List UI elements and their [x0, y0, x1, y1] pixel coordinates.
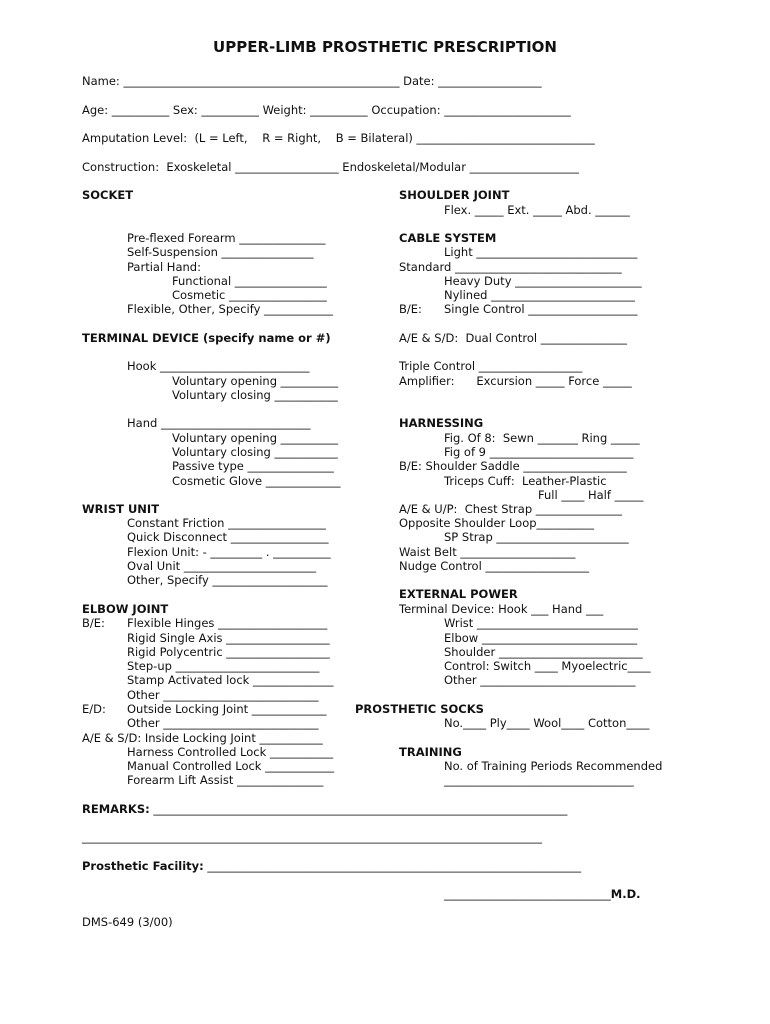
elbow-stamp-activated-lock[interactable]: Stamp Activated lock ______________ — [127, 673, 334, 687]
wrist-other[interactable]: Other, Specify ____________________ — [127, 573, 328, 587]
md-label: M.D. — [610, 887, 641, 901]
wrist-oval-unit[interactable]: Oval Unit _______________________ — [127, 559, 317, 573]
harness-shoulder-saddle[interactable]: B/E: Shoulder Saddle __________________ — [399, 459, 627, 473]
signature-line[interactable]: _____________________________ — [444, 887, 611, 901]
harness-fig-of-8[interactable]: Fig. Of 8: Sewn _______ Ring _____ — [444, 431, 640, 445]
elbow-rigid-polycentric[interactable]: Rigid Polycentric __________________ — [127, 645, 330, 659]
facility-label: Prosthetic Facility: — [82, 859, 204, 873]
socket-heading: SOCKET — [82, 188, 134, 202]
form-id: DMS-649 (3/00) — [82, 915, 173, 929]
elbow-harness-controlled-lock[interactable]: Harness Controlled Lock ___________ — [127, 745, 334, 759]
harnessing-heading: HARNESSING — [399, 416, 484, 430]
remarks-line[interactable]: ________________________________________________________________________ — [149, 802, 568, 816]
wrist-quick-disconnect[interactable]: Quick Disconnect _________________ — [127, 530, 329, 544]
hand-cosmetic-glove[interactable]: Cosmetic Glove _____________ — [172, 474, 341, 488]
hand-voluntary-closing[interactable]: Voluntary closing ___________ — [172, 445, 338, 459]
hand-passive-type[interactable]: Passive type _______________ — [172, 459, 334, 473]
elbow-outside-locking-joint[interactable]: Outside Locking Joint _____________ — [127, 702, 327, 716]
ext-terminal-device[interactable]: Terminal Device: Hook ___ Hand ___ — [399, 602, 604, 616]
cable-dual-control[interactable]: A/E & S/D: Dual Control _______________ — [399, 331, 628, 345]
hand-line[interactable]: Hand __________________________ — [127, 416, 311, 430]
cable-amplifier[interactable]: Amplifier: Excursion _____ Force _____ — [399, 374, 632, 388]
hook-voluntary-closing[interactable]: Voluntary closing ___________ — [172, 388, 338, 402]
socket-self-suspension[interactable]: Self-Suspension ________________ — [127, 245, 314, 259]
hand-voluntary-opening[interactable]: Voluntary opening __________ — [172, 431, 339, 445]
hook-line[interactable]: Hook __________________________ — [127, 359, 310, 373]
harness-sp-strap[interactable]: SP Strap _______________________ — [444, 530, 629, 544]
socks-line[interactable]: No.____ Ply____ Wool____ Cotton____ — [444, 716, 650, 730]
elbow-be-other[interactable]: Other ___________________________ — [127, 688, 319, 702]
remarks-line-2[interactable]: ________________________________________________________________________________ — [82, 830, 542, 844]
socket-cosmetic[interactable]: Cosmetic _________________ — [172, 288, 327, 302]
cable-single-control[interactable]: Single Control ___________________ — [444, 302, 638, 316]
ext-other[interactable]: Other ___________________________ — [444, 673, 636, 687]
elbow-inside-locking-joint[interactable]: A/E & S/D: Inside Locking Joint ___________ — [82, 731, 323, 745]
facility-line[interactable]: _________________________________________________________________ — [203, 859, 582, 873]
harness-triceps-cuff: Triceps Cuff: Leather-Plastic — [444, 474, 607, 488]
cable-system-heading: CABLE SYSTEM — [399, 231, 497, 245]
elbow-step-up[interactable]: Step-up _________________________ — [127, 659, 320, 673]
elbow-ed-other[interactable]: Other ___________________________ — [127, 716, 319, 730]
cable-heavy-duty[interactable]: Heavy Duty ______________________ — [444, 274, 642, 288]
elbow-be-label: B/E: — [82, 616, 105, 630]
ext-elbow[interactable]: Elbow ___________________________ — [444, 631, 638, 645]
socket-partial-hand: Partial Hand: — [127, 260, 201, 274]
socket-functional[interactable]: Functional ________________ — [172, 274, 327, 288]
name-date-line[interactable]: Name: ________________________________________________ Date: __________________ — [82, 74, 542, 88]
harness-fig-of-9[interactable]: Fig of 9 _________________________ — [444, 445, 634, 459]
harness-full-half[interactable]: Full ____ Half _____ — [538, 488, 644, 502]
training-heading: TRAINING — [399, 745, 462, 759]
elbow-manual-controlled-lock[interactable]: Manual Controlled Lock ____________ — [127, 759, 335, 773]
elbow-joint-heading: ELBOW JOINT — [82, 602, 169, 616]
socket-flexible-other[interactable]: Flexible, Other, Specify ____________ — [127, 302, 334, 316]
remarks-label: REMARKS: — [82, 802, 150, 816]
harness-chest-strap[interactable]: A/E & U/P: Chest Strap _______________ — [399, 502, 623, 516]
prosthetic-socks-heading: PROSTHETIC SOCKS — [355, 702, 484, 716]
training-periods-label: No. of Training Periods Recommended — [444, 759, 663, 773]
facility-row[interactable] — [82, 859, 581, 873]
page-title: UPPER-LIMB PROSTHETIC PRESCRIPTION — [213, 38, 557, 56]
cable-be-label: B/E: — [399, 302, 422, 316]
harness-waist-belt[interactable]: Waist Belt ____________________ — [399, 545, 576, 559]
shoulder-joint-heading: SHOULDER JOINT — [399, 188, 510, 202]
age-sex-weight-occupation-line[interactable]: Age: __________ Sex: __________ Weight: __________ Occupation: ______________________ — [82, 103, 571, 117]
ext-wrist[interactable]: Wrist ____________________________ — [444, 616, 638, 630]
amputation-level-line[interactable]: Amputation Level: (L = Left, R = Right, B = Bilateral) _______________________________ — [82, 131, 595, 145]
wrist-constant-friction[interactable]: Constant Friction _________________ — [127, 516, 326, 530]
cable-standard[interactable]: Standard _____________________________ — [399, 260, 622, 274]
elbow-flexible-hinges[interactable]: Flexible Hinges ___________________ — [127, 616, 328, 630]
ext-shoulder[interactable]: Shoulder _________________________ — [444, 645, 643, 659]
remarks-row[interactable] — [82, 802, 567, 816]
socket-preflexed-forearm[interactable]: Pre-flexed Forearm _______________ — [127, 231, 326, 245]
construction-line[interactable]: Construction: Exoskeletal __________________ Endoskeletal/Modular ___________________ — [82, 160, 579, 174]
wrist-unit-heading: WRIST UNIT — [82, 502, 160, 516]
signature-row[interactable] — [444, 887, 640, 901]
harness-opposite-shoulder-loop[interactable]: Opposite Shoulder Loop__________ — [399, 516, 595, 530]
wrist-flexion-unit[interactable]: Flexion Unit: - _________ . __________ — [127, 545, 331, 559]
training-periods-field[interactable]: _________________________________ — [444, 773, 634, 787]
elbow-forearm-lift-assist[interactable]: Forearm Lift Assist _______________ — [127, 773, 324, 787]
cable-triple-control[interactable]: Triple Control __________________ — [399, 359, 583, 373]
harness-nudge-control[interactable]: Nudge Control __________________ — [399, 559, 589, 573]
external-power-heading: EXTERNAL POWER — [399, 587, 518, 601]
elbow-ed-label: E/D: — [82, 702, 106, 716]
ext-control[interactable]: Control: Switch ____ Myoelectric____ — [444, 659, 651, 673]
shoulder-flex-ext-abd[interactable]: Flex. _____ Ext. _____ Abd. ______ — [444, 203, 630, 217]
terminal-device-heading: TERMINAL DEVICE (specify name or #) — [82, 331, 331, 345]
cable-nylined[interactable]: Nylined _________________________ — [444, 288, 635, 302]
elbow-rigid-single-axis[interactable]: Rigid Single Axis __________________ — [127, 631, 330, 645]
cable-light[interactable]: Light ____________________________ — [444, 245, 638, 259]
hook-voluntary-opening[interactable]: Voluntary opening __________ — [172, 374, 339, 388]
